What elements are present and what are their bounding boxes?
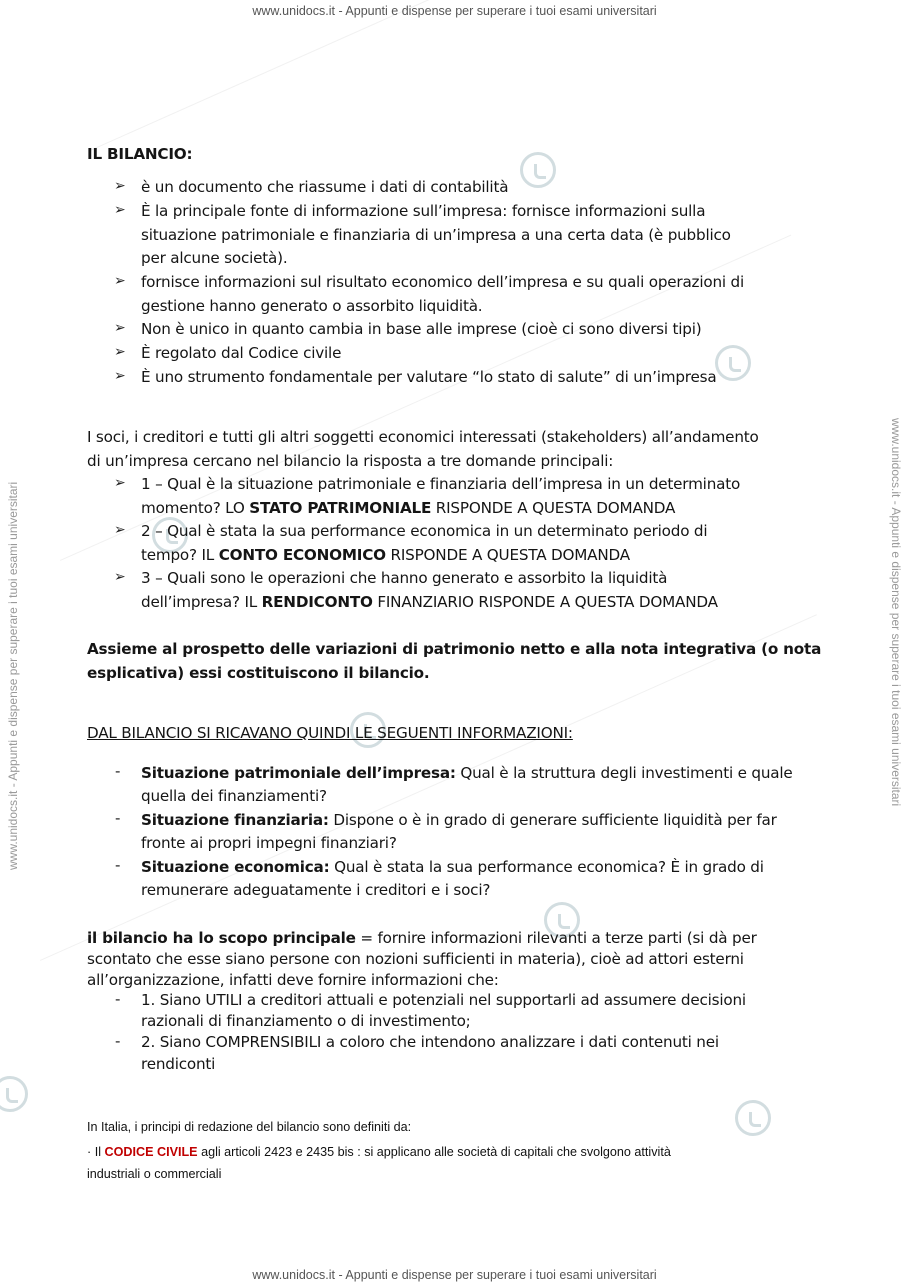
dash-bullet: - <box>115 990 121 1008</box>
question-line: 3 – Quali sono le operazioni che hanno generato e assorbito la liquidità <box>141 569 668 587</box>
summary-line: esplicativa) essi costituiscono il bilancio. <box>87 664 430 682</box>
info-line: fronte ai propri impegni finanziari? <box>141 834 397 852</box>
question-line: 1 – Qual è la situazione patrimoniale e finanziaria dell’impresa in un determinato <box>141 475 741 493</box>
unidocs-logo-icon <box>520 152 556 188</box>
arrow-bullet-icon: ➢ <box>114 273 126 289</box>
bullet-line: per alcune società). <box>141 249 288 267</box>
conto-economico: CONTO ECONOMICO <box>218 546 386 564</box>
info-line: quella dei finanziamenti? <box>141 787 327 805</box>
bullet-line: situazione patrimoniale e finanziaria di un’impresa a una certa data (è pubblico <box>141 226 731 244</box>
info-line: remunerare adeguatamente i creditori e i soci? <box>141 881 491 899</box>
bullet-line: gestione hanno generato o assorbito liquidità. <box>141 297 483 315</box>
dash-bullet: - <box>115 1032 121 1050</box>
bullet-line: Non è unico in quanto cambia in base alle imprese (cioè ci sono diversi tipi) <box>141 320 702 338</box>
scope-item-line: razionali di finanziamento o di investimento; <box>141 1012 471 1030</box>
footer-note-line: industriali o commerciali <box>87 1167 222 1181</box>
question-answer: momento? LO STATO PATRIMONIALE RISPONDE A QUESTA DOMANDA <box>141 499 676 517</box>
arrow-bullet-icon: ➢ <box>114 344 126 360</box>
arrow-bullet-icon: ➢ <box>114 320 126 336</box>
arrow-bullet-icon: ➢ <box>114 475 126 491</box>
question-answer: dell’impresa? IL RENDICONTO FINANZIARIO RISPONDE A QUESTA DOMANDA <box>141 593 718 611</box>
info-line: Situazione finanziaria: Dispone o è in grado di generare sufficiente liquidità per far <box>141 811 777 829</box>
intro-line: di un’impresa cercano nel bilancio la risposta a tre domande principali: <box>87 452 614 470</box>
question-answer: tempo? IL CONTO ECONOMICO RISPONDE A QUESTA DOMANDA <box>141 546 630 564</box>
arrow-bullet-icon: ➢ <box>114 368 126 384</box>
watermark-header: www.unidocs.it - Appunti e dispense per superare i tuoi esami universitari <box>252 4 657 18</box>
bullet-line: È la principale fonte di informazione sull’impresa: fornisce informazioni sulla <box>141 202 706 220</box>
bullet-line: È regolato dal Codice civile <box>141 344 342 362</box>
question-line: 2 – Qual è stata la sua performance economica in un determinato periodo di <box>141 522 708 540</box>
info-line: Situazione economica: Qual è stata la sua performance economica? È in grado di <box>141 858 764 876</box>
dash-bullet: - <box>115 856 121 874</box>
arrow-bullet-icon: ➢ <box>114 522 126 538</box>
unidocs-logo-icon <box>0 1076 28 1112</box>
dash-bullet: - <box>115 809 121 827</box>
scope-item-line: 2. Siano COMPRENSIBILI a coloro che intendono analizzare i dati contenuti nei <box>141 1033 719 1051</box>
unidocs-logo-icon <box>735 1100 771 1136</box>
scope-item-line: rendiconti <box>141 1055 216 1073</box>
watermark-side-right: www.unidocs.it - Appunti e dispense per superare i tuoi esami universitari <box>889 418 903 807</box>
dash-bullet: - <box>115 762 121 780</box>
info-line: Situazione patrimoniale dell’impresa: Qual è la struttura degli investimenti e quale <box>141 764 793 782</box>
watermark-line <box>90 0 730 151</box>
intro-line: I soci, i creditori e tutti gli altri soggetti economici interessati (stakeholders) all’andamento <box>87 428 759 446</box>
stato-patrimoniale: STATO PATRIMONIALE <box>249 499 432 517</box>
rendiconto: RENDICONTO <box>261 593 373 611</box>
arrow-bullet-icon: ➢ <box>114 202 126 218</box>
arrow-bullet-icon: ➢ <box>114 569 126 585</box>
scope-item-line: 1. Siano UTILI a creditori attuali e potenziali nel supportarli ad assumere decisioni <box>141 991 746 1009</box>
bullet-line: È uno strumento fondamentale per valutare “lo stato di salute” di un’impresa <box>141 368 717 386</box>
page-title: IL BILANCIO: <box>87 145 193 163</box>
watermark-footer: www.unidocs.it - Appunti e dispense per superare i tuoi esami universitari <box>252 1268 657 1282</box>
footer-note-line: In Italia, i principi di redazione del bilancio sono definiti da: <box>87 1120 412 1134</box>
watermark-side-left: www.unidocs.it - Appunti e dispense per superare i tuoi esami universitari <box>6 481 20 870</box>
footer-note-line: · Il CODICE CIVILE agli articoli 2423 e 2435 bis : si applicano alle società di capitali che svolgono attività <box>87 1145 671 1159</box>
scope-line: il bilancio ha lo scopo principale = fornire informazioni rilevanti a terze parti (si dà per <box>87 929 757 947</box>
bullet-line: è un documento che riassume i dati di contabilità <box>141 178 509 196</box>
scope-line: scontato che esse siano persone con nozioni sufficienti in materia), cioè ad attori esterni <box>87 950 744 968</box>
unidocs-logo-icon <box>715 345 751 381</box>
codice-civile: CODICE CIVILE <box>104 1145 198 1159</box>
summary-line: Assieme al prospetto delle variazioni di patrimonio netto e alla nota integrativa (o nota <box>87 640 822 658</box>
arrow-bullet-icon: ➢ <box>114 178 126 194</box>
scope-line: all’organizzazione, infatti deve fornire informazioni che: <box>87 971 499 989</box>
bullet-line: fornisce informazioni sul risultato economico dell’impresa e su quali operazioni di <box>141 273 744 291</box>
section-title: DAL BILANCIO SI RICAVANO QUINDI LE SEGUENTI INFORMAZIONI: <box>87 724 573 742</box>
